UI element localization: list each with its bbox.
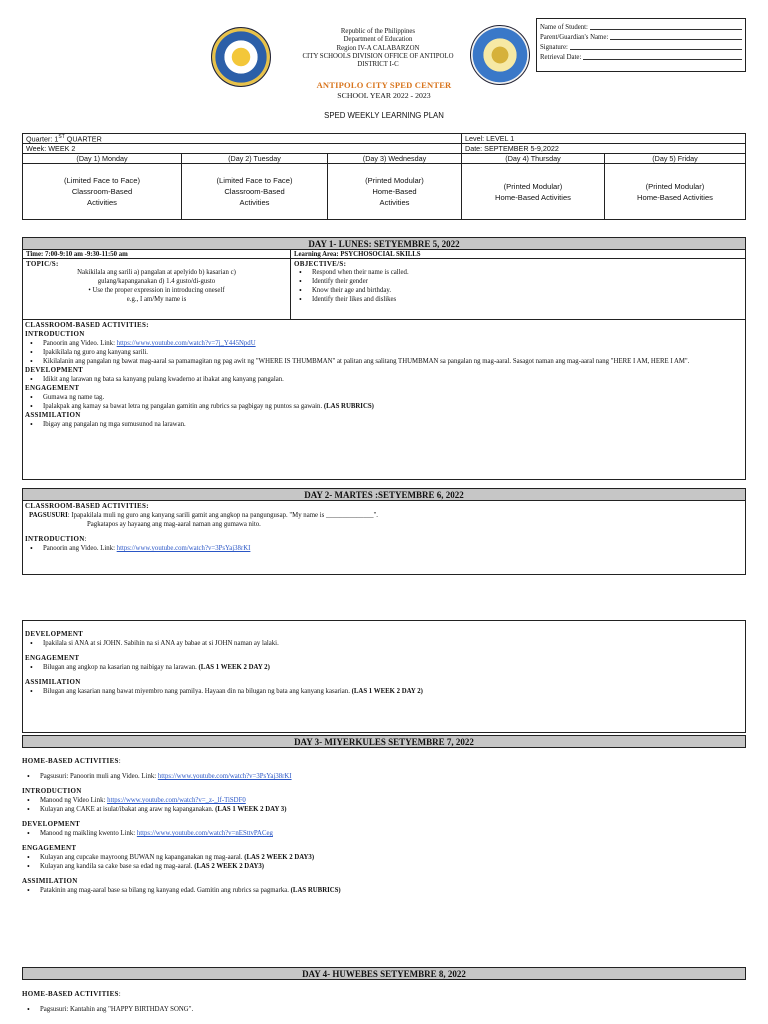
day4-activities xyxy=(20,990,748,1014)
day1-topic-row xyxy=(23,259,745,320)
student-name-line[interactable] xyxy=(590,23,742,30)
topic-line: Nakikilala ang sarili a) pangalan at apelyido b) kasarian c) xyxy=(77,269,236,276)
quarter-cell: Quarter: 1ST QUARTER xyxy=(23,134,462,144)
day1-section xyxy=(22,237,746,480)
level-cell: Level: LEVEL 1 xyxy=(462,134,746,144)
list-item: • Bilugan ang kasarian nang bawat miyembro nang pamilya. Hayaan din na bilugan ng bata ang kanyang kasarian. (LAS 1 WEEK 2 DAY 2) xyxy=(25,687,743,696)
mode-cell: (Printed Modular) Home-Based Activities xyxy=(605,164,746,220)
engagement-label: ENGAGEMENT xyxy=(22,844,77,852)
activities-label: HOME-BASED ACTIVITIES: xyxy=(22,990,121,998)
objective-item: • Identify their likes and dislikes xyxy=(294,295,742,304)
introduction-label: INTRODUCTION xyxy=(25,330,85,338)
pagsusuri-line: PAGSUSURI: Ipapakilala muli ng guro ang kanyang sarili gamit ang angkop na pangungusap. "My name is ______________". xyxy=(29,512,378,519)
retrieval-date-label: Retrieval Date: xyxy=(540,54,582,61)
header-line: DISTRICT I-C xyxy=(357,61,399,69)
student-name-label: Name of Student: xyxy=(540,24,588,31)
objective-item: • Identify their gender xyxy=(294,277,742,286)
header-line: Department of Education xyxy=(343,36,413,44)
day-header: (Day 2) Tuesday xyxy=(182,154,328,164)
video-link[interactable]: https://www.youtube.com/watch?v=nESttvPACeg xyxy=(136,830,273,837)
introduction-label: INTRODUCTION: xyxy=(25,535,87,543)
day-header: (Day 1) Monday xyxy=(23,154,182,164)
list-item: • Patakinin ang mag-aaral base sa bilang ng kanyang edad. Gamitin ang rubrics sa pagmarka. (LAS RUBRICS) xyxy=(22,886,746,895)
page-gap xyxy=(0,596,768,620)
date-cell: Date: SEPTEMBER 5-9,2022 xyxy=(462,144,746,154)
guardian-name-line[interactable] xyxy=(610,33,742,40)
development-label: DEVELOPMENT xyxy=(25,366,84,374)
topic-line: e.g., I am/My name is xyxy=(126,296,187,303)
plan-title: SPED WEEKLY LEARNING PLAN xyxy=(324,111,444,120)
day1-objectives xyxy=(291,259,745,319)
week-cell: Week: WEEK 2 xyxy=(23,144,462,154)
list-item: • Ipakilala si ANA at si JOHN. Sabihin na si ANA ay babae at si JOHN naman ay lalaki. xyxy=(25,639,743,648)
day3-title: DAY 3- MIYERKULES SETYEMBRE 7, 2022 xyxy=(22,735,746,748)
development-label: DEVELOPMENT xyxy=(25,630,84,638)
week-info-table xyxy=(22,133,746,220)
header-line: CITY SCHOOLS DIVISION OFFICE OF ANTIPOLO xyxy=(302,52,454,60)
activities-label: HOME-BASED ACTIVITIES: xyxy=(22,757,121,765)
topic-line: gulang/kapanganakan d) 1.4 gusto/di-gusto xyxy=(97,278,216,285)
day-header: (Day 3) Wednesday xyxy=(328,154,462,164)
retrieval-date-line[interactable] xyxy=(583,53,742,60)
list-item: • Idikit ang larawan ng bata sa kanyang pulang kwaderno at ibakat ang kanyang pangalan. xyxy=(25,375,743,384)
school-name: ANTIPOLO CITY SPED CENTER xyxy=(316,80,452,90)
guardian-name-label: Parent/Guardian's Name: xyxy=(540,34,609,41)
video-link[interactable]: https://www.youtube.com/watch?v=7j_Y445NpdU xyxy=(116,340,256,347)
list-item: • Kikilalanin ang pangalan ng bawat mag-aaral sa pamamagitan ng pag awit ng "WHERE IS THUMBMAN" at palitan ang salitang THUMBMAN sa pangalan ng mag-aaral. Sasagot naman ang mag-aaral nang "HERE I AM, HERE I AM". xyxy=(25,357,743,366)
day4-title: DAY 4- HUWEBES SETYEMBRE 8, 2022 xyxy=(22,967,746,980)
introduction-label: INTRODUCTION xyxy=(22,787,82,795)
day1-learning-area: Learning Area: PSYCHOSOCIAL SKILLS xyxy=(294,251,421,258)
list-item: • Ipalakpak ang kamay sa bawat letra ng pangalan gamitin ang rubrics sa pagbigay ng puntos sa gawain. (LAS RUBRICS) xyxy=(25,402,743,411)
mode-cell: (Printed Modular) Home-Based Activities xyxy=(462,164,605,220)
day1-activities xyxy=(23,320,745,430)
assimilation-label: ASSIMILATION xyxy=(25,411,81,419)
list-item: • Panoorin ang Video. Link: https://www.youtube.com/watch?v=3PsYaj38rKI xyxy=(25,544,743,553)
header-line: Republic of the Philippines xyxy=(340,28,416,35)
day1-title: DAY 1- LUNES: SETYEMBRE 5, 2022 xyxy=(23,238,745,250)
signature-line[interactable] xyxy=(570,43,742,50)
objective-item: • Know their age and birthday. xyxy=(294,286,742,295)
engagement-label: ENGAGEMENT xyxy=(25,384,80,392)
list-item: • Manood ng Video Link: https://www.youtube.com/watch?v=_z-_lf-TiSDF0 xyxy=(22,796,746,805)
list-item: • Panoorin ang Video. Link: https://www.youtube.com/watch?v=7j_Y445NpdU xyxy=(25,339,743,348)
list-item: • Ibigay ang pangalan ng mga sumusunod na larawan. xyxy=(25,420,743,429)
mode-cell: (Limited Face to Face) Classroom-Based Activities xyxy=(182,164,328,220)
day-header: (Day 4) Thursday xyxy=(462,154,605,164)
day1-topics xyxy=(23,259,291,319)
list-item: • Kulayan ang cupcake mayroong BUWAN ng kapanganakan ng mag-aaral. (LAS 2 WEEK 2 DAY3) xyxy=(22,853,746,862)
activities-label: CLASSROOM-BASED ACTIVITIES: xyxy=(25,502,149,510)
list-item: • Gumawa ng name tag. xyxy=(25,393,743,402)
topic-line: • Use the proper expression in introducing oneself xyxy=(88,287,225,294)
signature-label: Signature: xyxy=(540,44,568,51)
video-link[interactable]: https://www.youtube.com/watch?v=3PsYaj38rKI xyxy=(116,545,251,552)
day2-section xyxy=(22,488,746,575)
assimilation-label: ASSIMILATION xyxy=(25,678,81,686)
objective-item: • Respond when their name is called. xyxy=(294,268,742,277)
list-item: • Kulayan ang kandila sa cake base sa edad ng mag-aaral. (LAS 2 WEEK 2 DAY3) xyxy=(22,862,746,871)
video-link[interactable]: https://www.youtube.com/watch?v=_z-_lf-TiSDF0 xyxy=(107,797,246,804)
assimilation-label: ASSIMILATION xyxy=(22,877,78,885)
agency-header xyxy=(283,28,473,69)
pagsusuri-line: Pagkatapos ay hayaang ang mag-aaral naman ang gumawa nito. xyxy=(87,521,261,528)
school-year: SCHOOL YEAR 2022 - 2023 xyxy=(337,91,431,100)
day2-continued xyxy=(22,620,746,733)
list-item: • Manood ng maikling kwento Link: https://www.youtube.com/watch?v=nESttvPACeg xyxy=(22,829,746,838)
division-seal-icon xyxy=(470,25,530,85)
day1-time-row xyxy=(23,250,745,259)
engagement-label: ENGAGEMENT xyxy=(25,654,80,662)
development-label: DEVELOPMENT xyxy=(22,820,81,828)
objectives-label: OBJECTIVE/S: xyxy=(294,260,347,268)
page-2 xyxy=(0,620,768,1024)
list-item: • Ipakikilala ng guro ang kanyang sarili. xyxy=(25,348,743,357)
day2-title: DAY 2- MARTES :SETYEMBRE 6, 2022 xyxy=(23,489,745,501)
topics-label: TOPIC/S: xyxy=(26,260,59,268)
day2-activities xyxy=(23,501,745,554)
header-line: Region IV-A CALABARZON xyxy=(336,44,420,52)
activities-label: CLASSROOM-BASED ACTIVITIES: xyxy=(25,321,149,329)
list-item: • Kulayan ang CAKE at isulat/ibakat ang araw ng kapanganakan. (LAS 1 WEEK 2 DAY 3) xyxy=(22,805,746,814)
student-info-box xyxy=(536,18,746,72)
list-item: • Bilugan ang angkop na kasarian ng naibigay na larawan. (LAS 1 WEEK 2 DAY 2) xyxy=(25,663,743,672)
list-item: • Pagsusuri: Panoorin muli ang Video. Link: https://www.youtube.com/watch?v=3PsYaj38rKI xyxy=(22,772,746,781)
deped-seal-icon xyxy=(211,27,271,87)
mode-cell: (Limited Face to Face) Classroom-Based Activities xyxy=(23,164,182,220)
list-item: • Pagsusuri: Kantahin ang "HAPPY BIRTHDAY SONG". xyxy=(22,1005,746,1014)
video-link[interactable]: https://www.youtube.com/watch?v=3PsYaj38rKI xyxy=(157,773,292,780)
day1-time: Time: 7:00-9:10 am -9:30-11:50 am xyxy=(23,250,291,258)
day-header: (Day 5) Friday xyxy=(605,154,746,164)
day3-activities xyxy=(20,757,748,895)
mode-cell: (Printed Modular) Home-Based Activities xyxy=(328,164,462,220)
